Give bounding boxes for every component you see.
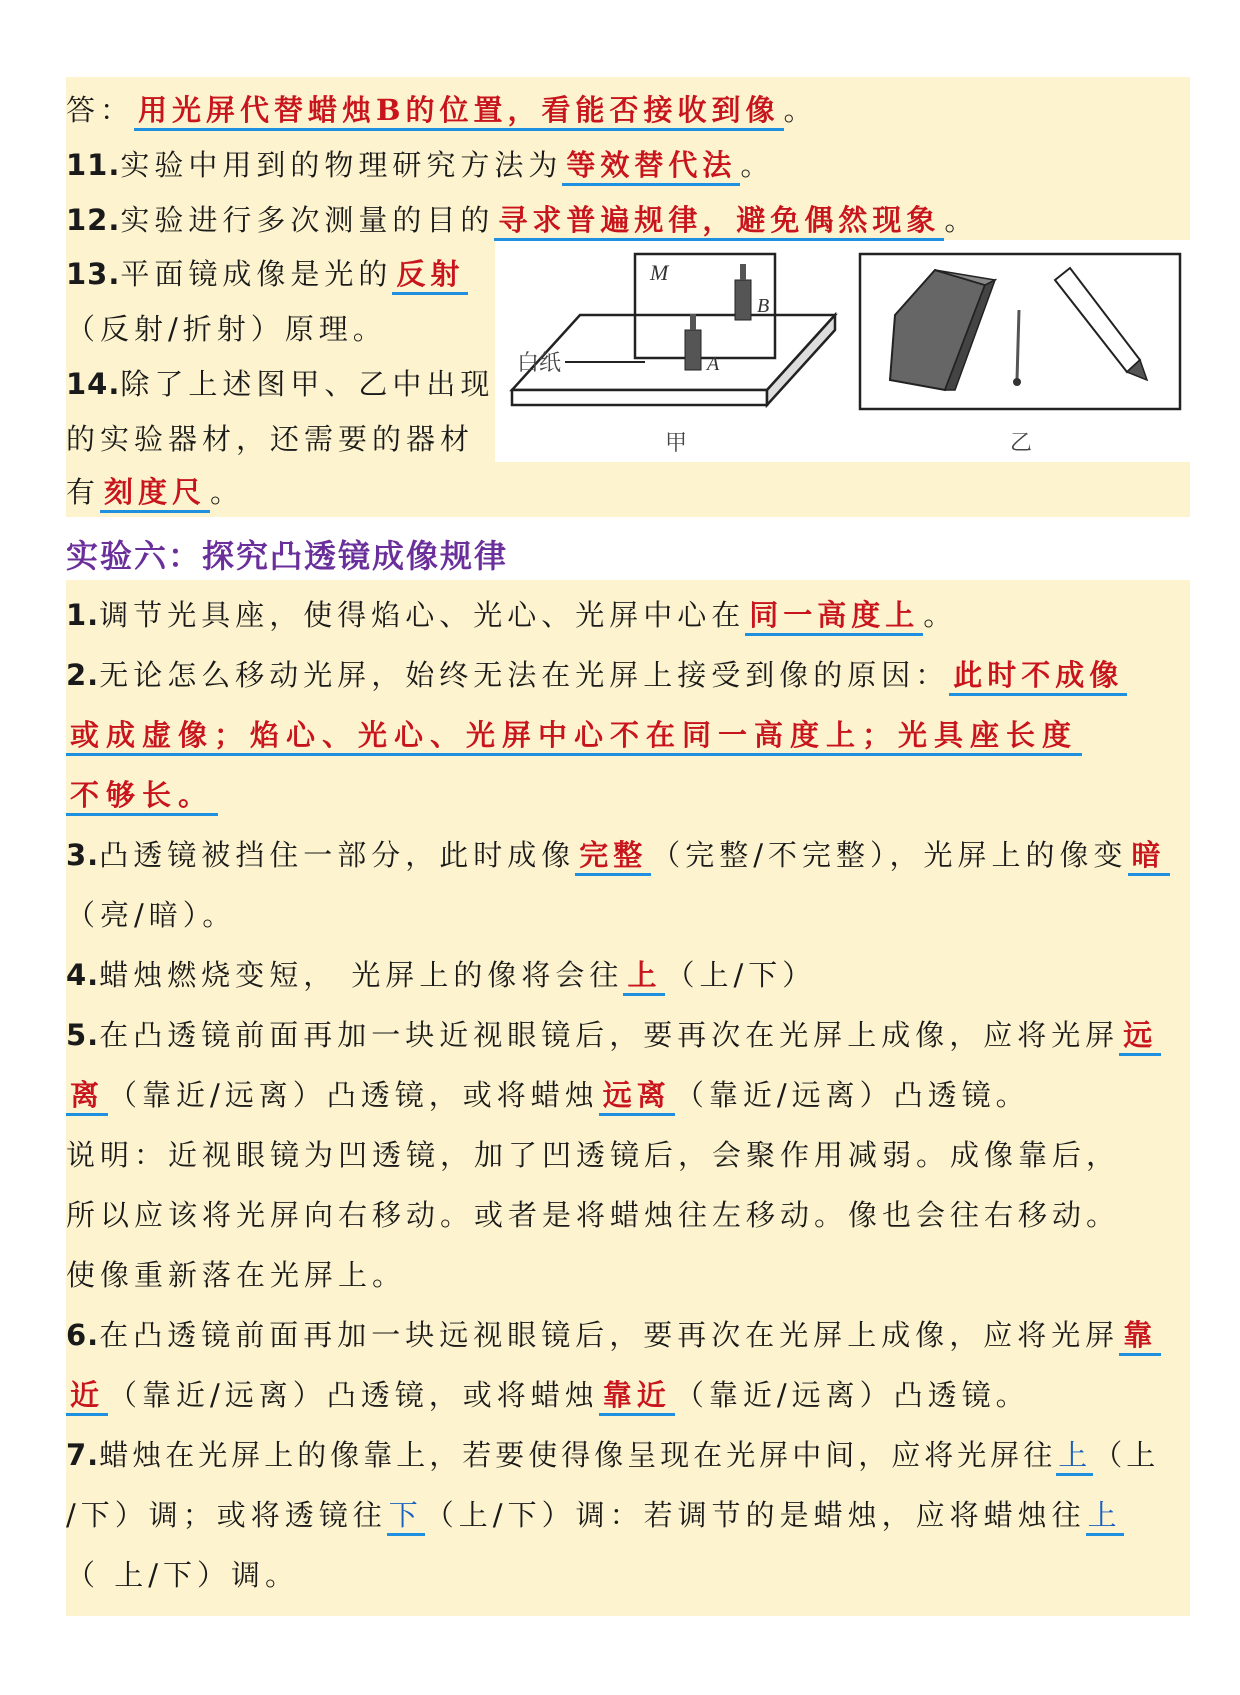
question-11 [66,145,774,185]
q13-options: （反射/折射）原理。 [66,312,387,346]
s-q7-answer-b: 下 [387,1498,425,1536]
s-q3-answer-b: 暗 [1128,838,1170,876]
s-q1-end: 。 [923,598,958,632]
s-q5-text-c: （靠近/远离）凸透镜。 [674,1078,1030,1112]
s-question-6 [66,1315,1161,1355]
s-q2-answer-3: 不够长。 [66,778,218,816]
candle-b [735,280,751,320]
question-12 [66,200,978,240]
q14-text-2: 的实验器材，还需要的器材 [66,422,475,456]
s-question-3-line-2 [66,895,236,935]
caption-jia: 甲 [665,431,688,456]
question-13-options [66,309,387,349]
answer-end: 。 [783,93,818,127]
label-m: M [650,260,669,285]
s-question-2-line-3 [66,775,218,815]
note-line-3 [66,1255,406,1295]
s-q3-options: （亮/暗）。 [66,898,237,932]
s-q6-number: 6. [66,1318,100,1352]
question-14-line-2 [66,419,474,459]
s-q7-text-b: /下）调；或将透镜往 [66,1498,387,1532]
s-question-3 [66,835,1170,875]
q14-text-3: 有 [66,475,101,509]
s-q7-answer-a: 上 [1056,1438,1093,1476]
answer-text: 用光屏代替蜡烛B的位置，看能否接收到像 [134,93,784,131]
s-q3-text-b: （完整/不完整），光屏上的像变 [651,838,1128,872]
s-q6-text-b: （靠近/远离）凸透镜，或将蜡烛 [108,1378,599,1412]
s-q5-number: 5. [66,1018,100,1052]
s-q6-answer-a1: 靠 [1119,1318,1161,1356]
s-question-7-line-2 [66,1495,1124,1535]
s-q3-answer-a: 完整 [575,838,651,876]
s-q5-answer-b: 远离 [599,1078,675,1116]
s-q2-text: 无论怎么移动光屏，始终无法在光屏上接受到像的原因： [99,658,950,692]
experiment-figure [495,240,1190,462]
note-line-2 [66,1195,1120,1235]
q11-number: 11. [66,148,121,182]
q11-end: 。 [740,148,775,182]
q13-number: 13. [66,257,121,291]
s-q5-answer-a1: 远 [1119,1018,1161,1056]
s-q6-answer-b: 靠近 [599,1378,675,1416]
s-q4-options: （上/下） [665,958,817,992]
s-question-1 [66,595,957,635]
label-b: B [757,295,770,317]
q11-text: 实验中用到的物理研究方法为 [120,148,563,182]
label-a: A [707,353,720,375]
s-q5-text-a: 在凸透镜前面再加一块近视眼镜后，要再次在光屏上成像，应将光屏 [99,1018,1120,1052]
s-q6-text-c: （靠近/远离）凸透镜。 [674,1378,1030,1412]
s-question-7-line-3 [66,1555,299,1595]
answer-prefix: 答： [66,93,135,127]
s-question-2-line-2 [66,715,1082,755]
s-question-2 [66,655,1127,695]
note-line-1 [66,1135,1120,1175]
s-q7-text-c: （上/下）调：若调节的是蜡烛，应将蜡烛往 [424,1498,1086,1532]
q12-answer: 寻求普遍规律，避免偶然现象 [494,203,944,241]
label-paper: 白纸 [517,351,562,376]
q14-number: 14. [66,367,121,401]
q12-end: 。 [944,203,979,237]
section-title: 实验六：探究凸透镜成像规律 [66,537,509,575]
s-q3-number: 3. [66,838,100,872]
q14-answer: 刻度尺 [100,475,210,513]
q13-answer: 反射 [392,257,468,295]
candle-a [685,330,701,370]
s-q1-text: 调节光具座，使得焰心、光心、光屏中心在 [99,598,746,632]
note-1: 说明：近视眼镜为凹透镜，加了凹透镜后，会聚作用减弱。成像靠后， [66,1138,1121,1172]
q12-number: 12. [66,203,121,237]
q14-text-1: 除了上述图甲、乙中出现 [120,367,495,401]
answer-line [66,90,818,130]
candle-a-wick [690,314,696,330]
s-q7-text-a: 蜡烛在光屏上的像靠上，若要使得像呈现在光屏中间，应将光屏往 [99,1438,1057,1472]
candle-b-wick [740,264,746,280]
s-question-6-line-2 [66,1375,1030,1415]
s-question-7 [66,1435,1159,1475]
s-q7-text-a2: （上 [1093,1438,1160,1472]
note-3: 使像重新落在光屏上。 [66,1258,407,1292]
s-q3-text-a: 凸透镜被挡住一部分，此时成像 [99,838,576,872]
board-front [512,390,767,405]
s-q7-number: 7. [66,1438,100,1472]
s-q6-text-a: 在凸透镜前面再加一块远视眼镜后，要再次在光屏上成像，应将光屏 [99,1318,1120,1352]
q14-end: 。 [210,475,245,509]
s-q2-number: 2. [66,658,100,692]
s-question-5 [66,1015,1161,1055]
q11-answer: 等效替代法 [562,148,740,186]
q12-text: 实验进行多次测量的目的 [120,203,495,237]
caption-yi: 乙 [1010,431,1033,456]
s-q6-answer-a2: 近 [66,1378,108,1416]
q13-text: 平面镜成像是光的 [120,257,393,291]
s-q5-text-b: （靠近/远离）凸透镜，或将蜡烛 [108,1078,599,1112]
s-q1-number: 1. [66,598,100,632]
s-q5-answer-a2: 离 [66,1078,108,1116]
question-14-line-3 [66,472,244,512]
question-14 [66,364,494,404]
s-q4-number: 4. [66,958,100,992]
match-stick [1017,310,1019,380]
s-q1-answer: 同一高度上 [745,598,923,636]
s-question-5-line-2 [66,1075,1030,1115]
question-13 [66,254,468,294]
s-q2-answer-1: 此时不成像 [949,658,1127,696]
s-q2-answer-2: 或成虚像；焰心、光心、光屏中心不在同一高度上；光具座长度 [66,718,1082,756]
s-q4-answer: 上 [623,958,665,996]
s-q7-answer-c: 上 [1086,1498,1124,1536]
s-q7-options: （ 上/下）调。 [66,1558,299,1592]
s-question-4 [66,955,816,995]
note-2: 所以应该将光屏向右移动。或者是将蜡烛往左移动。像也会往右移动。 [66,1198,1121,1232]
s-q4-text: 蜡烛燃烧变短， 光屏上的像将会往 [99,958,624,992]
match-head [1013,378,1021,386]
